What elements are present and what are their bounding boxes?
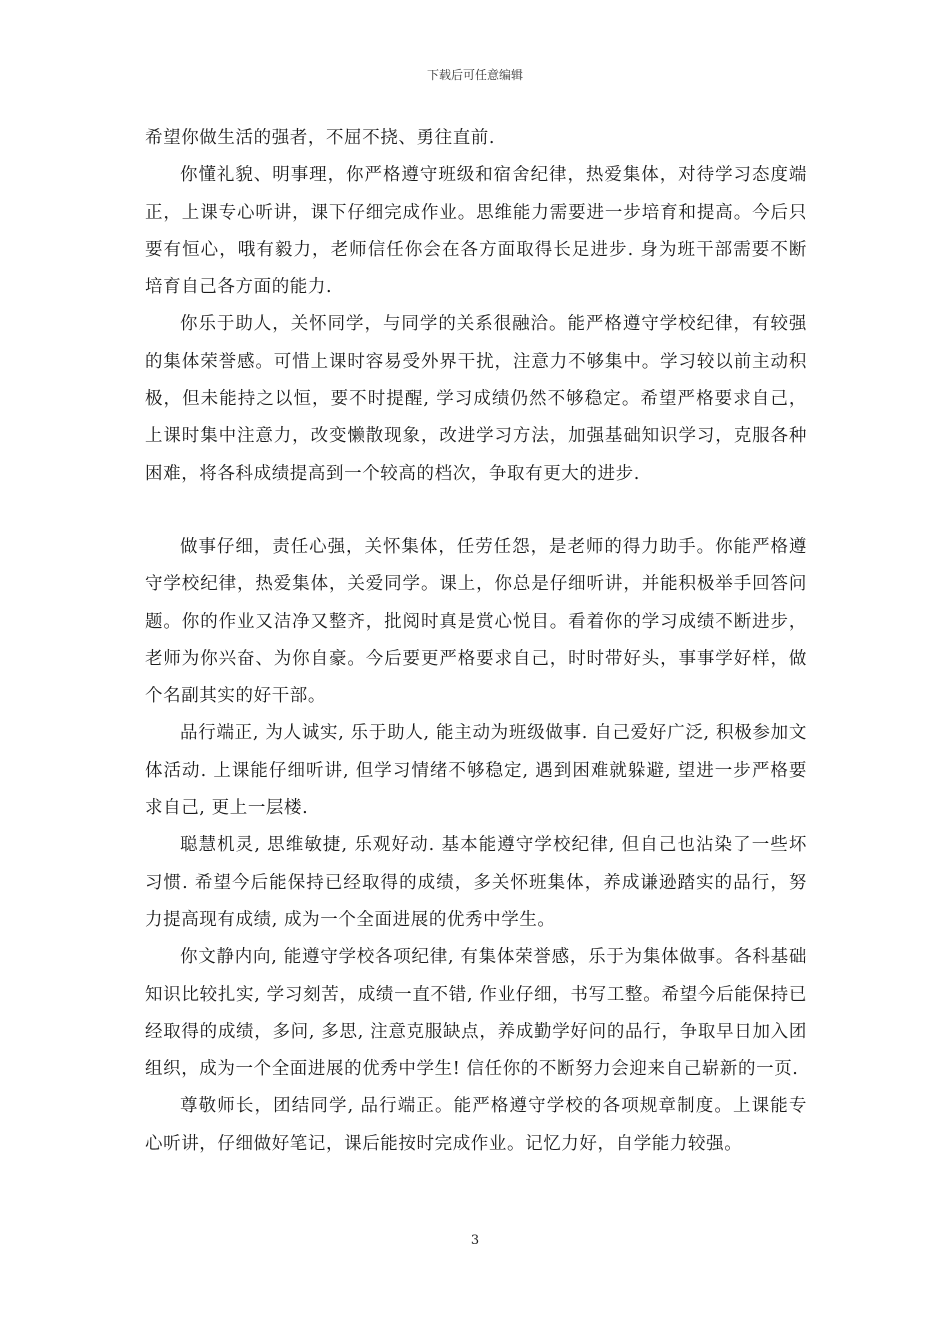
- paragraph-gap: [145, 493, 807, 529]
- paragraph: 聪慧机灵, 思维敏捷, 乐观好动. 基本能遵守学校纪律, 但自己也沾染了一些坏习惯. 希望今后能保持已经取得的成绩，多关怀班集体，养成谦逊踏实的品行，努力提高现有成绩, 成为一个全面进展的优秀中学生。: [145, 835, 807, 930]
- page-number: 3: [470, 1233, 480, 1248]
- paragraph: 你文静内向, 能遵守学校各项纪律, 有集体荣誉感，乐于为集体做事。各科基础知识比较扎实, 学习刻苦，成绩一直不错, 作业仔细，书写工整。希望今后能保持已经取得的成绩，多问, 多思, 注意克服缺点，养成勤学好问的品行，争取早日加入团组织，成为一个全面进展的优秀中学生! 信任你的不断努力会迎来自己崭新的一页.: [145, 947, 807, 1080]
- paragraph: 尊敬师长，团结同学, 品行端正。能严格遵守学校的各项规章制度。上课能专心听讲，仔细做好笔记，课后能按时完成作业。记忆力好，自学能力较强。: [145, 1096, 807, 1154]
- document-body: [145, 120, 807, 1163]
- paragraph: 你乐于助人，关怀同学，与同学的关系很融洽。能严格遵守学校纪律，有较强的集体荣誉感。可惜上课时容易受外界干扰，注意力不够集中。学习较以前主动积极，但未能持之以恒，要不时提醒, 学习成绩仍然不够稳定。希望严格要求自己，上课时集中注意力，改变懒散现象，改进学习方法，加强基础知识学习，克服各种困难，将各科成绩提高到一个较高的档次，争取有更大的进步.: [145, 314, 807, 484]
- paragraph: 希望你做生活的强者，不屈不挠、勇往直前.: [145, 128, 496, 148]
- paragraph: 你懂礼貌、明事理，你严格遵守班级和宿舍纪律，热爱集体，对待学习态度端正，上课专心听讲，课下仔细完成作业。思维能力需要进一步培育和提高。今后只要有恒心，哦有毅力，老师信任你会在各方面取得长足进步. 身为班干部需要不断培育自己各方面的能力.: [145, 165, 807, 298]
- paragraph: 做事仔细，责任心强，关怀集体，任劳任怨，是老师的得力助手。你能严格遵守学校纪律，热爱集体，关爱同学。课上，你总是仔细听讲，并能积极举手回答问题。你的作业又洁净又整齐，批阅时真是赏心悦目。看着你的学习成绩不断进步，老师为你兴奋、为你自豪。今后要更严格要求自己，时时带好头，事事学好样，做个名副其实的好干部。: [145, 536, 807, 707]
- paragraph: 品行端正, 为人诚实, 乐于助人, 能主动为班级做事. 自己爱好广泛, 积极参加文体活动. 上课能仔细听讲, 但学习情绪不够稳定, 遇到困难就躲避, 望进一步严格要求自己, 更上一层楼.: [145, 723, 807, 819]
- page-header: 下载后可任意编辑: [426, 68, 523, 82]
